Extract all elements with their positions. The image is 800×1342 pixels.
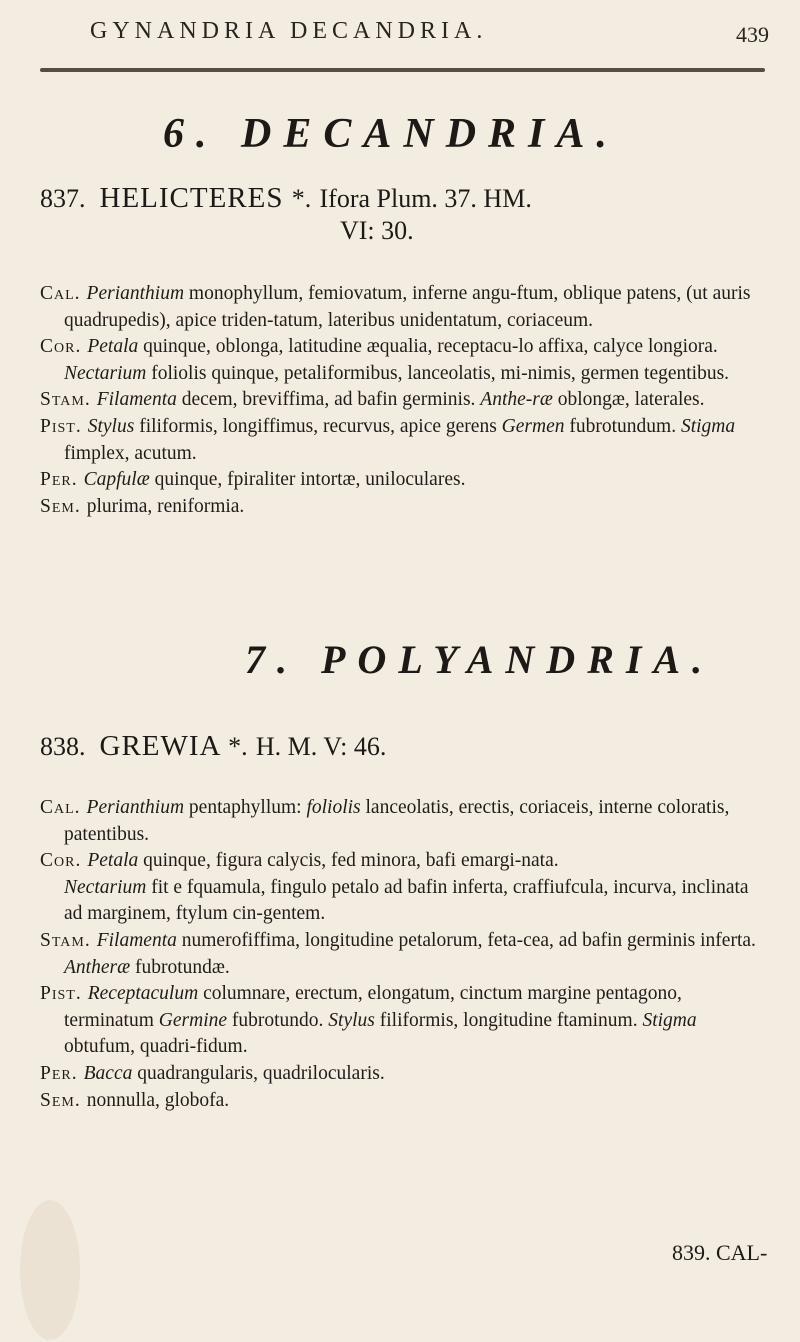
part-term: Filamenta [96,389,177,411]
description-line [40,928,765,981]
part-label: Per. [40,469,78,491]
part-label: Pist. [40,415,82,437]
part-term: Stylus [328,1009,375,1031]
part-text: quinque, figura calycis, fed minora, bafi emargi-nata. [138,850,559,872]
part-term: Anthe-ræ [480,389,553,411]
part-term: Germine [158,1009,228,1031]
genus-description-grewia [40,795,765,1114]
description-line [40,1061,765,1088]
part-label: Per. [40,1062,78,1084]
part-text: fimplex, acutum. [64,442,197,464]
part-label: Cal. [40,797,81,818]
part-term: Perianthium [86,283,185,304]
part-label: Stam. [40,929,91,951]
part-label: Stam. [40,389,91,411]
genus-reference: H. M. V: 46. [255,732,387,761]
part-text: quinque, fpiraliter intortæ, uniloculares. [149,469,466,491]
genus-name: HELICTERES [99,182,284,214]
part-term: Petala [87,336,139,358]
section-heading-polyandria: 7. POLYANDRIA. [245,637,715,682]
genus-description-helicteres [40,281,765,520]
genus-heading-grewia [40,730,386,763]
part-text: fubrotundæ. [130,956,230,978]
part-label: Cor. [40,850,82,872]
genus-mark: *. [291,184,312,213]
paper-stain [20,1200,80,1340]
description-line [40,848,765,875]
part-term: Bacca [83,1062,133,1084]
part-text: lanceolatis, erectis, coriaceis, interne coloratis, patentibus. [64,797,730,845]
part-text: columnare, erectum, elongatum, cinctum margine pentagono, terminatum [64,983,682,1031]
description-line [40,494,765,521]
part-term: Capfulæ [83,469,150,491]
genus-name: GREWIA [99,730,220,762]
part-text: fubrotundo. [227,1009,329,1031]
part-term: foliolis [306,797,361,818]
part-text: filiformis, longiffimus, recurvus, apice gerens [134,415,502,437]
genus-number: 838. [40,732,86,761]
part-term: Petala [87,850,139,872]
part-term: Perianthium [86,797,185,818]
part-text: fit e fquamula, fingulo petalo ad bafin inferta, craffiufcula, incurva, inclinata ad marginem, ftylum cin-gentem. [64,876,749,925]
part-term: Nectarium [64,362,147,384]
description-line [40,281,765,334]
section-heading-decandria: 6. DECANDRIA. [163,111,619,157]
part-term: Stigma [642,1009,697,1031]
part-term: Germen [501,415,565,437]
part-label: Cor. [40,336,82,358]
description-line [40,467,765,494]
genus-heading-helicteres [40,182,532,215]
part-text: pentaphyllum: [184,797,307,818]
part-term: Filamenta [96,929,177,951]
part-text: decem, breviffima, ad bafin germinis. [176,389,481,411]
description-line [40,334,765,361]
running-head: GYNANDRIA DECANDRIA. [90,18,488,44]
description-line [40,387,765,414]
part-text: obtufum, quadri-fidum. [64,1036,248,1058]
part-term: Stigma [680,415,736,437]
description-line [40,981,765,1061]
description-line [40,414,765,467]
description-line [40,875,765,928]
genus-reference-continued: VI: 30. [340,216,414,245]
description-line [40,1088,765,1115]
part-text: quadrangularis, quadrilocularis. [132,1062,385,1084]
part-text: numerofiffima, longitudine petalorum, feta-cea, ad bafin germinis inferta. [176,929,756,951]
part-label: Cal. [40,283,81,304]
part-text: oblongæ, laterales. [552,389,705,411]
page-number: 439 [736,22,769,47]
part-text: quinque, oblonga, latitudine æqualia, receptacu-lo affixa, calyce longiora. [138,336,718,358]
part-term: Nectarium [64,876,147,898]
header-rule [40,68,765,72]
part-text: nonnulla, globofa. [86,1089,230,1111]
part-text: foliolis quinque, petaliformibus, lanceolatis, mi-nimis, germen tegentibus. [146,362,730,384]
catchword: 839. CAL- [672,1240,768,1265]
description-line [40,361,765,388]
genus-reference: Ifora Plum. 37. HM. [319,184,532,213]
genus-number: 837. [40,184,86,213]
part-term: Receptaculum [87,983,199,1005]
part-text: filiformis, longitudine ftaminum. [374,1009,643,1031]
part-label: Sem. [40,495,81,517]
part-text: plurima, reniformia. [86,495,245,517]
part-text: monophyllum, femiovatum, inferne angu-ftum, oblique patens, (ut auris quadrupedis), apice triden-tatum, lateribus unidentatum, coriaceum. [64,283,751,331]
genus-mark: *. [228,732,248,761]
description-line [40,795,765,848]
part-label: Pist. [40,983,82,1005]
part-term: Antheræ [64,956,131,978]
part-label: Sem. [40,1089,81,1111]
part-term: Stylus [87,415,135,437]
part-text: fubrotundum. [564,415,681,437]
